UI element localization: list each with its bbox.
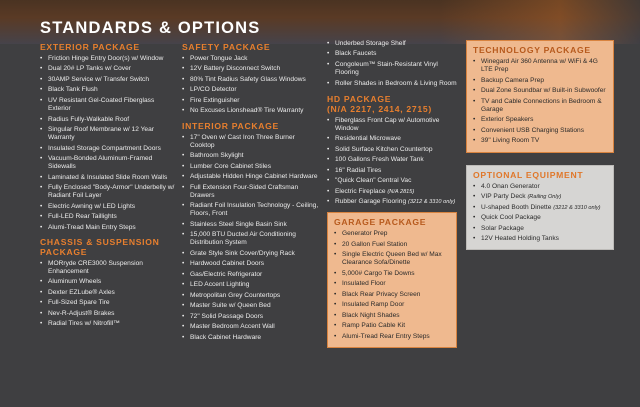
list-item [327, 198, 457, 206]
list-item: • UV Resistant Gel-Coated Fiberglass Exterior [40, 97, 176, 113]
list-item: • Dual Zone Soundbar w/ Built-in Subwoofer [473, 87, 607, 95]
list-item: • Black Night Shades [334, 312, 450, 320]
technology-package-box [466, 40, 614, 153]
list-item: • Radius Fully-Walkable Roof [40, 116, 176, 124]
list-item: • Fire Extinguisher [182, 97, 320, 105]
list-item: • Laminated & Insulated Slide Room Walls [40, 174, 176, 182]
list-item: • Quick Cool Package [473, 214, 607, 222]
list-item: • 80% Tint Radius Safety Glass Windows [182, 76, 320, 84]
technology-package-list [473, 58, 607, 145]
item-note: (3212 & 3310 only) [553, 204, 601, 211]
list-item: • Winegard Air 360 Antenna w/ WiFi & 4G LTE Prep [473, 58, 607, 74]
column-exterior-chassis [40, 40, 176, 331]
list-item: • 15,000 BTU Ducted Air Conditioning Distribution System [182, 231, 320, 247]
item-note: (N/A 2815) [387, 188, 415, 195]
list-item: • Convenient USB Charging Stations [473, 127, 607, 135]
chassis-package-list [40, 260, 176, 329]
list-item: • LED Accent Lighting [182, 281, 320, 289]
list-item: • "Quick Clean" Central Vac [327, 177, 457, 185]
page-title: STANDARDS & OPTIONS [40, 19, 261, 37]
list-item: • Insulated Ramp Door [334, 301, 450, 309]
list-item: • Single Electric Queen Bed w/ Max Clearance Sofa/Dinette [334, 251, 450, 267]
list-item: • Alumi-Tread Rear Entry Steps [334, 333, 450, 341]
list-item: • MORryde CRE3000 Suspension Enhancement [40, 260, 176, 276]
optional-equipment-box [466, 165, 614, 251]
exterior-package-list [40, 55, 176, 232]
column-safety-interior [182, 40, 320, 344]
list-item: • Dual 20# LP Tanks w/ Cover [40, 65, 176, 73]
list-item: • No Excuses Lionshead® Tire Warranty [182, 107, 320, 115]
list-item: • 100 Gallons Fresh Water Tank [327, 156, 457, 164]
list-item: • Alumi-Tread Main Entry Steps [40, 224, 176, 232]
list-item: • 17" Oven w/ Cast Iron Three Burner Cooktop [182, 134, 320, 150]
list-item: • Full-Sized Spare Tire [40, 299, 176, 307]
list-item: • Singular Roof Membrane w/ 12 Year Warranty [40, 126, 176, 142]
chassis-package-heading: CHASSIS & SUSPENSION PACKAGE [40, 236, 160, 257]
list-item: • Metropolitan Grey Countertops [182, 292, 320, 300]
list-item: • 4.0 Onan Generator [473, 183, 607, 191]
list-item: • Roller Shades in Bedroom & Living Room [327, 80, 457, 88]
list-item: • Generator Prep [334, 230, 450, 238]
garage-package-list [334, 230, 450, 341]
list-item: • Residential Microwave [327, 135, 457, 143]
list-item: • Backup Camera Prep [473, 77, 607, 85]
list-item: • Radial Tires w/ Nitrofill™ [40, 320, 176, 328]
list-item: • 12V Battery Disconnect Switch [182, 65, 320, 73]
list-item: • Master Suite w/ Queen Bed [182, 302, 320, 310]
list-item: • Congoleum™ Stain-Resistant Vinyl Flooring [327, 61, 457, 77]
list-item: • Black Tank Flush [40, 86, 176, 94]
hd-package-title: HD PACKAGE [327, 93, 392, 104]
list-item: • Black Cabinet Hardware [182, 334, 320, 342]
column-technology-optional [466, 40, 614, 250]
column-misc-hd-garage [327, 40, 457, 348]
item-note: (Railing Only) [527, 194, 562, 201]
list-item: • Nev-R-Adjust® Brakes [40, 310, 176, 318]
list-item: • Aluminum Wheels [40, 278, 176, 286]
list-item: • Radiant Foil Insulation Technology - Ceiling, Floors, Front [182, 202, 320, 218]
list-item: • 30AMP Service w/ Transfer Switch [40, 76, 176, 84]
list-item [327, 188, 457, 196]
item-text: U-shaped Booth Dinette [481, 203, 552, 211]
list-item [473, 193, 607, 201]
list-item: • 20 Gallon Fuel Station [334, 241, 450, 249]
list-item: • Black Faucets [327, 50, 457, 58]
list-item: • Gas/Electric Refrigerator [182, 271, 320, 279]
garage-package-heading: GARAGE PACKAGE [334, 217, 427, 228]
list-item: • Vacuum-Bonded Aluminum-Framed Sidewalls [40, 155, 176, 171]
hd-package-exclusions: (N/A 2217, 2414, 2715) [327, 103, 432, 114]
list-item [473, 204, 607, 212]
list-item: • Underbed Storage Shelf [327, 40, 457, 48]
item-text: Rubber Garage Flooring [335, 198, 407, 206]
list-item: • 12V Heated Holding Tanks [473, 235, 607, 243]
list-item: • Full Extension Four-Sided Craftsman Drawers [182, 184, 320, 200]
list-item: • Insulated Floor [334, 280, 450, 288]
list-item: • 5,000# Cargo Tie Downs [334, 270, 450, 278]
optional-equipment-list [473, 183, 607, 244]
item-text: VIP Party Deck [481, 193, 526, 201]
list-item: • Hardwood Cabinet Doors [182, 260, 320, 268]
list-item: • Insulated Storage Compartment Doors [40, 145, 176, 153]
list-item: • 39" Living Room TV [473, 137, 607, 145]
item-text: Electric Fireplace [335, 187, 386, 195]
list-item: • Full-LED Rear Taillights [40, 213, 176, 221]
interior-package-list [182, 134, 320, 342]
safety-package-list [182, 55, 320, 116]
list-item: • Fiberglass Front Cap w/ Automotive Window [327, 117, 457, 133]
list-item: • Ramp Patio Cable Kit [334, 322, 450, 330]
list-item: • TV and Cable Connections in Bedroom & Garage [473, 98, 607, 114]
list-item: • Fully Enclosed "Body-Armor" Underbelly w/ Radiant Foil Layer [40, 184, 176, 200]
list-item: • Friction Hinge Entry Door(s) w/ Window [40, 55, 176, 63]
garage-package-box [327, 212, 457, 348]
list-item: • Power Tongue Jack [182, 55, 320, 63]
optional-equipment-heading: OPTIONAL EQUIPMENT [473, 169, 584, 180]
list-item: • LP/CO Detector [182, 86, 320, 94]
list-item: • Dexter EZLube® Axles [40, 289, 176, 297]
list-item: • Exterior Speakers [473, 116, 607, 124]
misc-interior-list [327, 40, 457, 88]
list-item: • Adjustable Hidden Hinge Cabinet Hardware [182, 173, 320, 181]
technology-package-heading: TECHNOLOGY PACKAGE [473, 45, 591, 55]
exterior-package-heading: EXTERIOR PACKAGE [40, 42, 140, 52]
list-item: • 16" Radial Tires [327, 167, 457, 175]
list-item: • Bathroom Skylight [182, 152, 320, 160]
list-item: • Black Rear Privacy Screen [334, 291, 450, 299]
list-item: • Stainless Steel Single Basin Sink [182, 221, 320, 229]
list-item: • Grate Style Sink Cover/Drying Rack [182, 250, 320, 258]
interior-package-heading: INTERIOR PACKAGE [182, 120, 279, 131]
list-item: • Electric Awning w/ LED Lights [40, 203, 176, 211]
safety-package-heading: SAFETY PACKAGE [182, 42, 271, 52]
list-item: • Lumber Core Cabinet Stiles [182, 163, 320, 171]
list-item: • Solid Surface Kitchen Countertop [327, 146, 457, 154]
hd-package-list [327, 117, 457, 207]
list-item: • Solar Package [473, 225, 607, 233]
item-note: (3212 & 3310 only) [407, 199, 456, 206]
list-item: • Master Bedroom Accent Wall [182, 323, 320, 331]
hd-package-heading [327, 94, 457, 114]
list-item: • 72" Solid Passage Doors [182, 313, 320, 321]
